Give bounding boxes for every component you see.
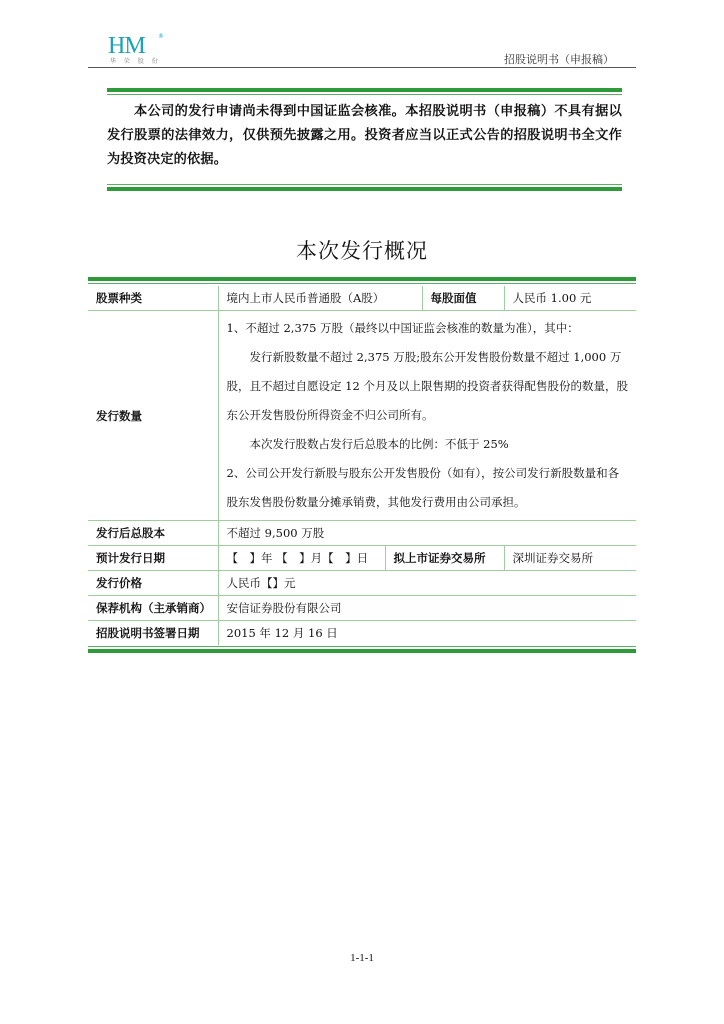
preliminary-disclosure-notice: 本公司的发行申请尚未得到中国证监会核准。本招股说明书（申报稿）不具有据以发行股票的法律效力，仅供预先披露之用。投资者应当以正式公告的招股说明书全文作为投资决定的依据。 xyxy=(107,104,622,167)
sponsor-value: 安信证券股份有限公司 xyxy=(218,596,636,621)
par-value-value: 人民币 1.00 元 xyxy=(504,286,636,311)
issue-quantity-label: 发行数量 xyxy=(88,311,218,521)
issue-quantity-item-1: 1、不超过 2,375 万股（最终以中国证监会核准的数量为准），其中： xyxy=(226,321,579,335)
page-number: 1-1-1 xyxy=(350,952,374,964)
logo-subtitle: 华 荣 股 份 xyxy=(110,58,161,65)
stock-type-label: 股票种类 xyxy=(88,286,218,311)
header-divider xyxy=(88,67,636,68)
issue-quantity-ratio: 本次发行股数占发行后总股本的比例：不低于 25% xyxy=(249,437,509,451)
sponsor-label: 保荐机构（主承销商） xyxy=(88,596,218,621)
registered-mark: ® xyxy=(158,33,164,40)
offering-summary-table xyxy=(88,286,636,645)
total-shares-value: 不超过 9,500 万股 xyxy=(218,521,636,546)
sign-date-value: 2015 年 12 月 16 日 xyxy=(218,621,636,646)
table-row-issue-date xyxy=(88,546,636,571)
price-label: 发行价格 xyxy=(88,571,218,596)
exchange-label: 拟上市证券交易所 xyxy=(385,546,504,571)
stock-type-value: 境内上市人民币普通股（A股） xyxy=(218,286,422,311)
company-logo xyxy=(108,33,168,67)
issue-date-value: 【 】年 【 】月【 】日 xyxy=(218,546,385,571)
issue-quantity-new-shares: 发行新股数量不超过 2,375 万股;股东公开发售股份数量不超过 1,000 万股，且不超过自愿设定 12 个月及以上限售期的投资者获得配售股份的数量，股东公开发售股份所得资金不归公司所有。 xyxy=(226,350,628,422)
issue-quantity-cell xyxy=(218,311,636,521)
table-top-rule xyxy=(88,277,636,281)
table-bottom-rule xyxy=(88,649,636,653)
sign-date-label: 招股说明书签署日期 xyxy=(88,621,218,646)
issue-quantity-item-2: 2、公司公开发行新股与股东公开发售股份（如有），按公司发行新股数量和各股东发售股份数量分摊承销费，其他发行费用由公司承担。 xyxy=(226,466,620,509)
table-row-total-shares xyxy=(88,521,636,546)
notice-top-rule xyxy=(107,88,622,92)
notice-bottom-rule-thin xyxy=(107,184,622,185)
exchange-value: 深圳证券交易所 xyxy=(504,546,636,571)
table-top-rule-thin xyxy=(88,283,636,284)
logo-mark: HM xyxy=(108,33,145,59)
notice-top-rule-thin xyxy=(107,94,622,95)
table-row-price xyxy=(88,571,636,596)
section-title: 本次发行概况 xyxy=(296,239,428,263)
table-bottom-rule-thin xyxy=(88,646,636,647)
price-value: 人民币【】元 xyxy=(218,571,636,596)
table-row-sponsor xyxy=(88,596,636,621)
table-row-sign-date xyxy=(88,621,636,646)
table-row-issue-quantity xyxy=(88,311,636,521)
notice-bottom-rule xyxy=(107,187,622,191)
total-shares-label: 发行后总股本 xyxy=(88,521,218,546)
document-header-title: 招股说明书（申报稿） xyxy=(504,53,614,66)
issue-date-label: 预计发行日期 xyxy=(88,546,218,571)
par-value-label: 每股面值 xyxy=(422,286,504,311)
table-row-stock-type xyxy=(88,286,636,311)
